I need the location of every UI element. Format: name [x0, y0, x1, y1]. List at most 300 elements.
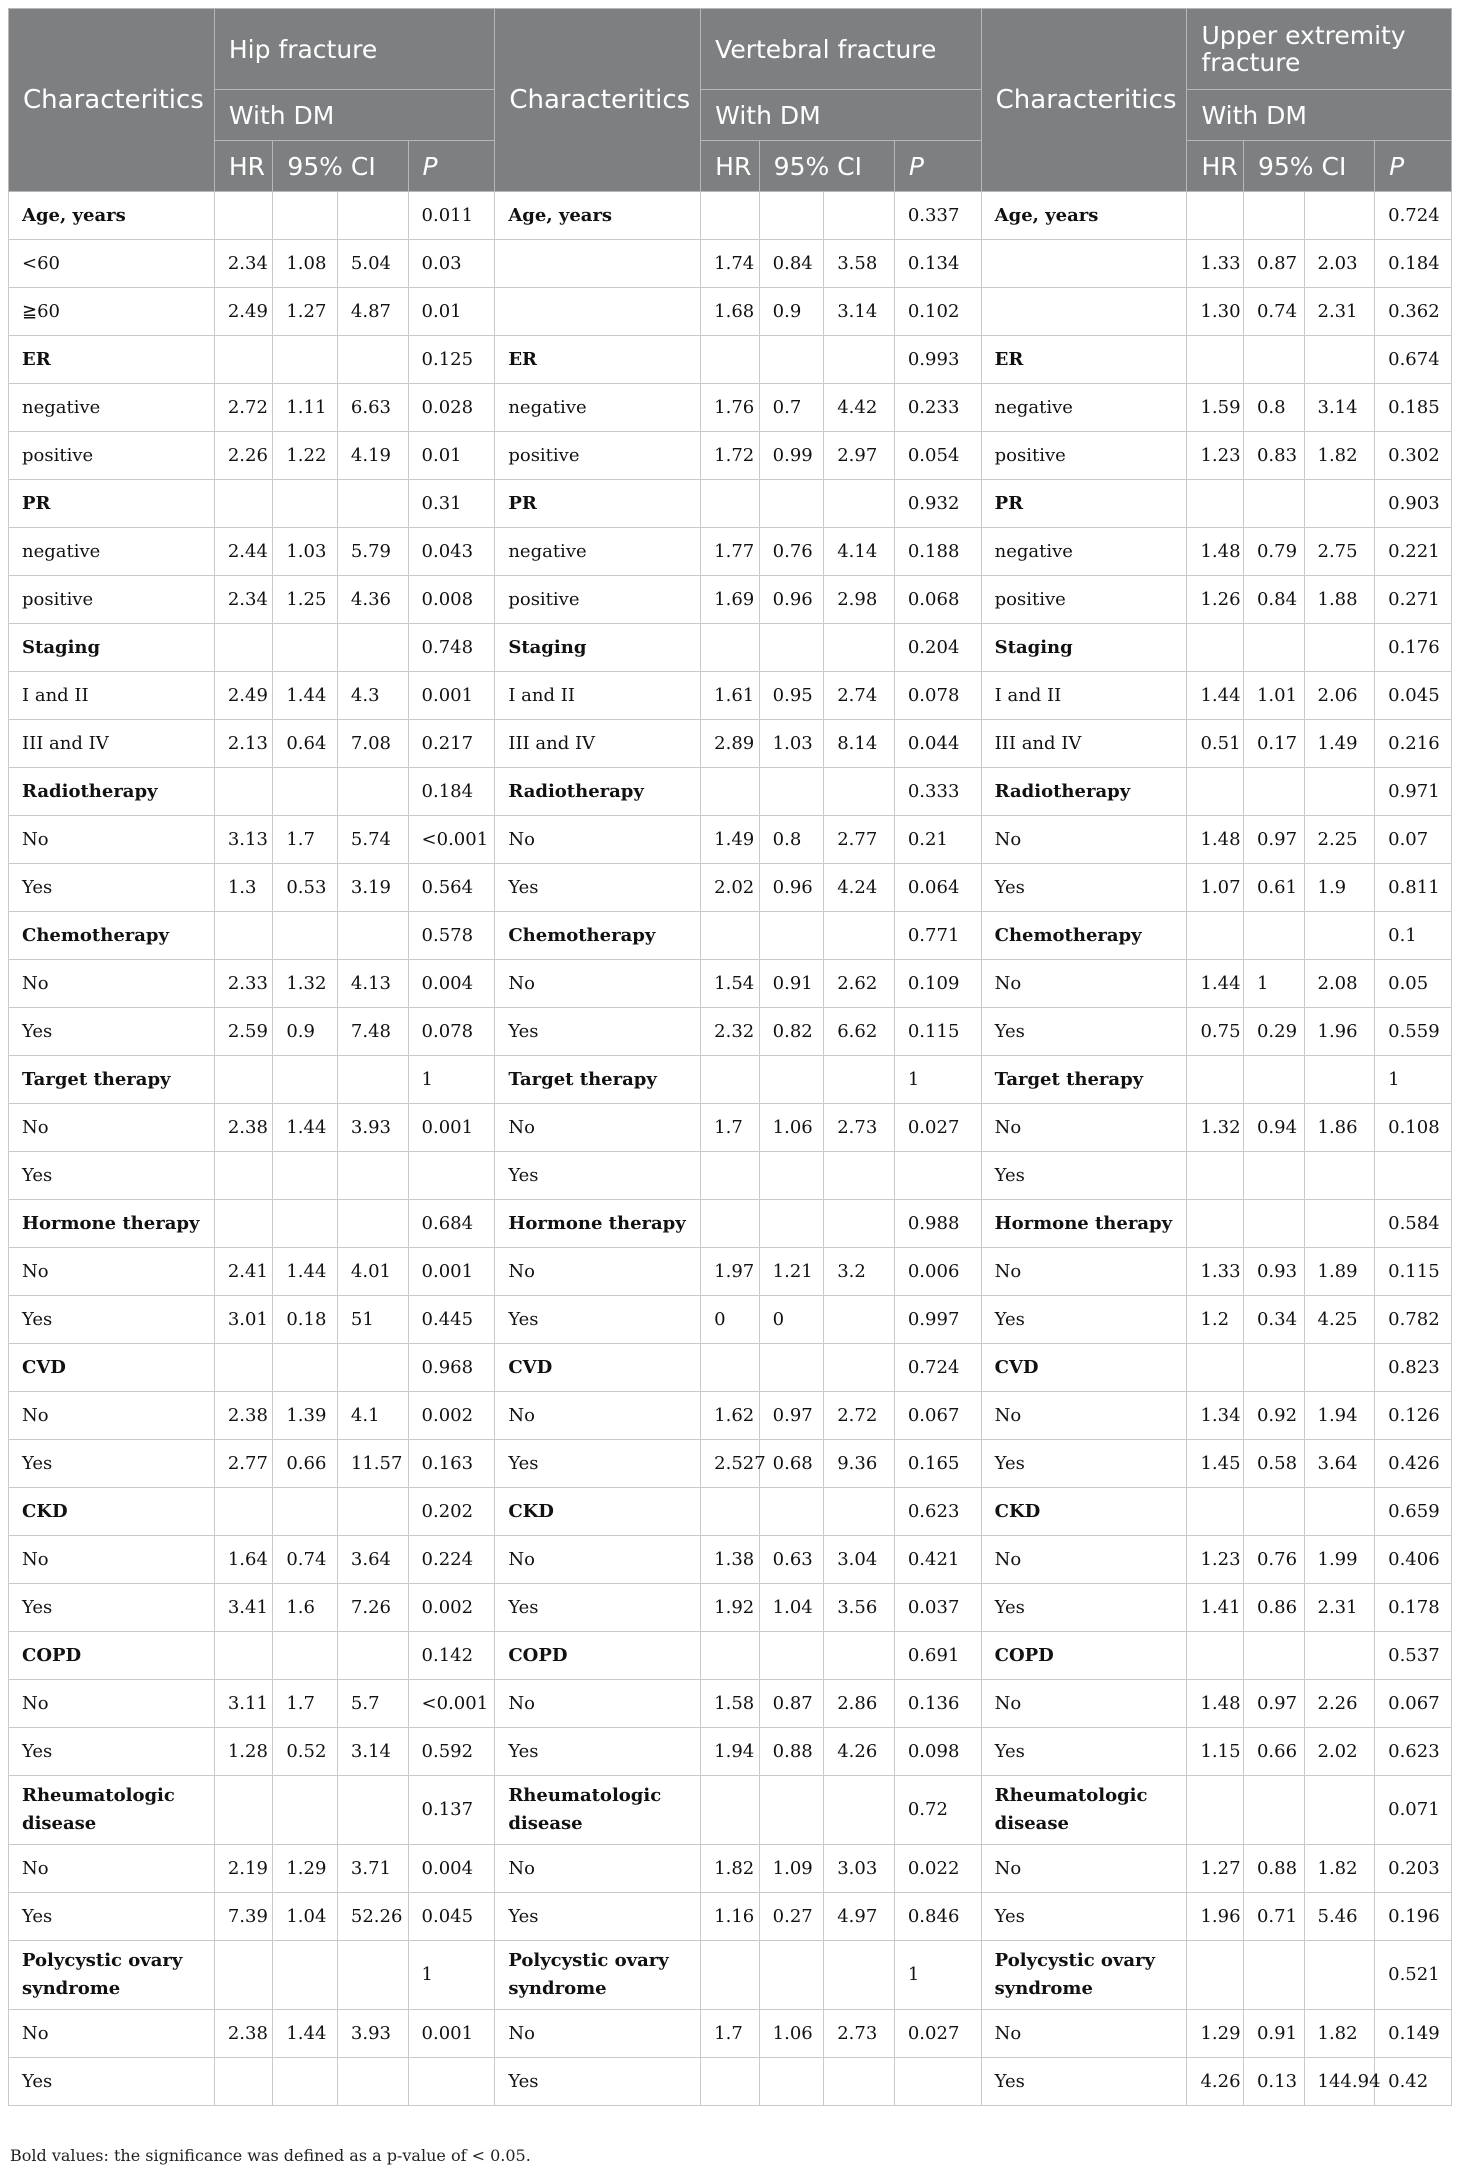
- ci-lower-cell: [759, 1200, 824, 1248]
- hr-cell: 1.23: [1187, 1536, 1244, 1584]
- hr-cell: [701, 1488, 760, 1536]
- p-value-cell: 0.21: [894, 816, 981, 864]
- ci-lower-cell: 1.04: [273, 1893, 338, 1941]
- p-value-cell: 0.337: [894, 192, 981, 240]
- p-value-cell: 0.204: [894, 624, 981, 672]
- ci-lower-cell: 1.32: [273, 960, 338, 1008]
- ci-upper-cell: [337, 1488, 408, 1536]
- subgroup-label: <60: [9, 240, 215, 288]
- p-value-cell: 0.004: [408, 1845, 495, 1893]
- ci-upper-cell: 3.56: [824, 1584, 895, 1632]
- ci-upper-cell: 2.75: [1304, 528, 1375, 576]
- table-header: [9, 9, 1452, 192]
- ci-upper-cell: 3.14: [824, 288, 895, 336]
- subgroup-label: Yes: [9, 1893, 215, 1941]
- characteristic-label: Radiotherapy: [9, 768, 215, 816]
- p-value-cell: 0.72: [894, 1776, 981, 1845]
- ci-lower-cell: [759, 1776, 824, 1845]
- characteristic-label: Age, years: [495, 192, 701, 240]
- hr-cell: 2.77: [214, 1440, 273, 1488]
- p-value-cell: 0.136: [894, 1680, 981, 1728]
- subgroup-label: negative: [9, 384, 215, 432]
- p-value-cell: 0.31: [408, 480, 495, 528]
- ci-lower-cell: 0.53: [273, 864, 338, 912]
- ci-lower-cell: [273, 1488, 338, 1536]
- ci-lower-cell: 0.9: [273, 1008, 338, 1056]
- subgroup-label: negative: [981, 528, 1187, 576]
- p-value-cell: 0.623: [894, 1488, 981, 1536]
- hr-cell: 1.68: [701, 288, 760, 336]
- hr-cell: 0: [701, 1296, 760, 1344]
- hr-cell: 1.15: [1187, 1728, 1244, 1776]
- subgroup-label: positive: [495, 432, 701, 480]
- ci-upper-cell: [824, 912, 895, 960]
- subgroup-label: Yes: [495, 1152, 701, 1200]
- ci-upper-cell: 1.96: [1304, 1008, 1375, 1056]
- characteristic-label: CKD: [9, 1488, 215, 1536]
- ci-upper-cell: [1304, 1941, 1375, 2010]
- p-value-cell: 0.184: [1375, 240, 1452, 288]
- ci-lower-cell: 0.74: [1243, 288, 1304, 336]
- p-value-cell: 0.126: [1375, 1392, 1452, 1440]
- hr-cell: [701, 1056, 760, 1104]
- ci-header: 95% CI: [1243, 141, 1374, 192]
- characteristic-label: Hormone therapy: [495, 1200, 701, 1248]
- hr-cell: 1.2: [1187, 1296, 1244, 1344]
- ci-lower-cell: 0.84: [1243, 576, 1304, 624]
- ci-upper-cell: [337, 1200, 408, 1248]
- ci-lower-cell: 1.25: [273, 576, 338, 624]
- hr-cell: 1.48: [1187, 1680, 1244, 1728]
- category-row: [9, 1632, 1452, 1680]
- p-value-cell: 0.782: [1375, 1296, 1452, 1344]
- subgroup-label: Yes: [981, 1728, 1187, 1776]
- subgroup-label: No: [981, 960, 1187, 1008]
- ci-upper-cell: 5.04: [337, 240, 408, 288]
- hr-cell: [701, 912, 760, 960]
- p-value-cell: 0.997: [894, 1296, 981, 1344]
- hr-cell: 1.33: [1187, 1248, 1244, 1296]
- p-value-cell: 1: [894, 1941, 981, 2010]
- subgroup-label: negative: [9, 528, 215, 576]
- ci-upper-cell: 1.49: [1304, 720, 1375, 768]
- ci-lower-cell: [273, 1056, 338, 1104]
- p-value-cell: 0.165: [894, 1440, 981, 1488]
- ci-upper-cell: 7.26: [337, 1584, 408, 1632]
- characteristic-label: Radiotherapy: [495, 768, 701, 816]
- ci-upper-cell: 9.36: [824, 1440, 895, 1488]
- p-value-cell: 0.115: [894, 1008, 981, 1056]
- ci-upper-cell: 4.14: [824, 528, 895, 576]
- hr-cell: 2.33: [214, 960, 273, 1008]
- p-value-cell: 0.028: [408, 384, 495, 432]
- hr-cell: [1187, 1488, 1244, 1536]
- subgroup-hazard-ratio-table: [8, 8, 1452, 2106]
- subgroup-label: No: [981, 816, 1187, 864]
- p-value-cell: 0.724: [894, 1344, 981, 1392]
- ci-lower-cell: 1.06: [759, 1104, 824, 1152]
- category-row: [9, 192, 1452, 240]
- ci-upper-cell: 5.46: [1304, 1893, 1375, 1941]
- hr-cell: 1.92: [701, 1584, 760, 1632]
- p-value-cell: 0.102: [894, 288, 981, 336]
- characteristics-header: Characteritics: [495, 9, 701, 192]
- with-dm-header: With DM: [701, 90, 981, 141]
- hr-cell: [214, 1776, 273, 1845]
- p-value-cell: 0.01: [408, 288, 495, 336]
- ci-lower-cell: 0.87: [1243, 240, 1304, 288]
- hr-cell: [701, 1632, 760, 1680]
- ci-upper-cell: [1304, 1488, 1375, 1536]
- ci-lower-cell: [759, 768, 824, 816]
- ci-lower-cell: [273, 1776, 338, 1845]
- ci-lower-cell: 0.97: [1243, 816, 1304, 864]
- ci-lower-cell: 0: [759, 1296, 824, 1344]
- characteristic-label: PR: [9, 480, 215, 528]
- ci-upper-cell: 1.82: [1304, 1845, 1375, 1893]
- subgroup-label: [981, 288, 1187, 336]
- p-value-cell: 0.054: [894, 432, 981, 480]
- ci-lower-cell: 0.84: [759, 240, 824, 288]
- characteristic-label: Target therapy: [495, 1056, 701, 1104]
- ci-upper-cell: 1.89: [1304, 1248, 1375, 1296]
- ci-upper-cell: 1.94: [1304, 1392, 1375, 1440]
- ci-upper-cell: [1304, 1152, 1375, 1200]
- hr-cell: 1.58: [701, 1680, 760, 1728]
- subgroup-label: I and II: [981, 672, 1187, 720]
- characteristic-label: Rheumatologic disease: [981, 1776, 1187, 1845]
- hr-cell: [701, 624, 760, 672]
- p-value-cell: 0.163: [408, 1440, 495, 1488]
- subgroup-row: [9, 1893, 1452, 1941]
- hr-cell: 1.3: [214, 864, 273, 912]
- ci-upper-cell: 4.19: [337, 432, 408, 480]
- hr-cell: 1.23: [1187, 432, 1244, 480]
- hr-cell: 3.01: [214, 1296, 273, 1344]
- ci-upper-cell: [824, 336, 895, 384]
- hr-cell: 2.26: [214, 432, 273, 480]
- p-value-cell: 0.903: [1375, 480, 1452, 528]
- ci-lower-cell: [273, 192, 338, 240]
- subgroup-label: positive: [495, 576, 701, 624]
- ci-upper-cell: 2.72: [824, 1392, 895, 1440]
- ci-upper-cell: 2.03: [1304, 240, 1375, 288]
- ci-upper-cell: 4.26: [824, 1728, 895, 1776]
- subgroup-row: [9, 816, 1452, 864]
- characteristic-label: PR: [495, 480, 701, 528]
- characteristic-label: Rheumatologic disease: [9, 1776, 215, 1845]
- ci-lower-cell: [273, 1200, 338, 1248]
- p-value-cell: 0.108: [1375, 1104, 1452, 1152]
- ci-lower-cell: 0.92: [1243, 1392, 1304, 1440]
- ci-lower-cell: [1243, 336, 1304, 384]
- p-value-cell: 0.584: [1375, 1200, 1452, 1248]
- p-value-cell: 0.109: [894, 960, 981, 1008]
- subgroup-label: negative: [495, 528, 701, 576]
- hr-cell: 1.97: [701, 1248, 760, 1296]
- p-value-cell: 0.008: [408, 576, 495, 624]
- characteristic-label: CKD: [495, 1488, 701, 1536]
- p-value-cell: 0.001: [408, 1248, 495, 1296]
- ci-upper-cell: [824, 192, 895, 240]
- subgroup-row: [9, 288, 1452, 336]
- ci-upper-cell: 4.42: [824, 384, 895, 432]
- hr-cell: 1.32: [1187, 1104, 1244, 1152]
- ci-lower-cell: 0.86: [1243, 1584, 1304, 1632]
- p-value-cell: 0.684: [408, 1200, 495, 1248]
- ci-upper-cell: 11.57: [337, 1440, 408, 1488]
- p-value-cell: [1375, 1152, 1452, 1200]
- hr-cell: 2.34: [214, 240, 273, 288]
- ci-lower-cell: [759, 2058, 824, 2106]
- p-value-cell: 0.224: [408, 1536, 495, 1584]
- ci-upper-cell: 4.13: [337, 960, 408, 1008]
- ci-lower-cell: [273, 768, 338, 816]
- subgroup-label: positive: [9, 576, 215, 624]
- hr-cell: 1.64: [214, 1536, 273, 1584]
- hr-cell: 2.527: [701, 1440, 760, 1488]
- p-value-cell: 0.125: [408, 336, 495, 384]
- subgroup-row: [9, 1296, 1452, 1344]
- hr-cell: 2.02: [701, 864, 760, 912]
- subgroup-label: Yes: [495, 1584, 701, 1632]
- ci-lower-cell: 0.8: [759, 816, 824, 864]
- ci-lower-cell: 1.22: [273, 432, 338, 480]
- ci-lower-cell: 0.96: [759, 576, 824, 624]
- p-value-cell: 0.149: [1375, 2010, 1452, 2058]
- hr-cell: 1.54: [701, 960, 760, 1008]
- subgroup-row: [9, 1728, 1452, 1776]
- hr-cell: 1.28: [214, 1728, 273, 1776]
- ci-lower-cell: [273, 2058, 338, 2106]
- hr-cell: [1187, 912, 1244, 960]
- hr-cell: [1187, 1152, 1244, 1200]
- subgroup-label: Yes: [9, 2058, 215, 2106]
- hr-cell: 1.69: [701, 576, 760, 624]
- subgroup-label: Yes: [981, 1152, 1187, 1200]
- ci-lower-cell: [1243, 1776, 1304, 1845]
- ci-lower-cell: 0.87: [759, 1680, 824, 1728]
- ci-upper-cell: 4.36: [337, 576, 408, 624]
- p-value-cell: 0.42: [1375, 2058, 1452, 2106]
- characteristic-label: COPD: [495, 1632, 701, 1680]
- hip-fracture-header: Hip fracture: [214, 9, 495, 90]
- ci-lower-cell: [1243, 624, 1304, 672]
- p-value-cell: 0.022: [894, 1845, 981, 1893]
- ci-lower-cell: [1243, 1632, 1304, 1680]
- ci-upper-cell: 4.97: [824, 1893, 895, 1941]
- hr-cell: [214, 768, 273, 816]
- ci-lower-cell: 0.88: [1243, 1845, 1304, 1893]
- ci-upper-cell: [337, 1632, 408, 1680]
- p-value-cell: 0.176: [1375, 624, 1452, 672]
- hr-header: HR: [701, 141, 760, 192]
- ci-upper-cell: [1304, 336, 1375, 384]
- ci-upper-cell: 1.88: [1304, 576, 1375, 624]
- hr-cell: 1.45: [1187, 1440, 1244, 1488]
- subgroup-row: [9, 1392, 1452, 1440]
- ci-upper-cell: 2.86: [824, 1680, 895, 1728]
- ci-upper-cell: 2.62: [824, 960, 895, 1008]
- hr-cell: 3.11: [214, 1680, 273, 1728]
- characteristic-label: CVD: [495, 1344, 701, 1392]
- p-value-cell: 0.202: [408, 1488, 495, 1536]
- p-value-cell: 0.004: [408, 960, 495, 1008]
- ci-upper-cell: 51: [337, 1296, 408, 1344]
- ci-lower-cell: 0.17: [1243, 720, 1304, 768]
- hr-cell: [701, 192, 760, 240]
- subgroup-row: [9, 1008, 1452, 1056]
- subgroup-label: Yes: [495, 1296, 701, 1344]
- p-value-cell: 0.006: [894, 1248, 981, 1296]
- ci-upper-cell: [1304, 1056, 1375, 1104]
- p-value-cell: 0.623: [1375, 1728, 1452, 1776]
- p-value-cell: 0.748: [408, 624, 495, 672]
- hr-cell: 2.19: [214, 1845, 273, 1893]
- hr-cell: 1.34: [1187, 1392, 1244, 1440]
- ci-upper-cell: 3.64: [1304, 1440, 1375, 1488]
- ci-lower-cell: 0.52: [273, 1728, 338, 1776]
- p-value-cell: 0.001: [408, 672, 495, 720]
- hr-cell: 2.89: [701, 720, 760, 768]
- p-value-cell: 0.537: [1375, 1632, 1452, 1680]
- ci-upper-cell: 5.74: [337, 816, 408, 864]
- ci-lower-cell: 0.93: [1243, 1248, 1304, 1296]
- p-value-cell: 0.1: [1375, 912, 1452, 960]
- ci-lower-cell: [1243, 1344, 1304, 1392]
- subgroup-label: No: [9, 1104, 215, 1152]
- ci-lower-cell: [759, 480, 824, 528]
- ci-upper-cell: [824, 1152, 895, 1200]
- ci-lower-cell: [273, 624, 338, 672]
- ci-lower-cell: 1.7: [273, 1680, 338, 1728]
- category-row: [9, 1344, 1452, 1392]
- subgroup-label: No: [981, 1845, 1187, 1893]
- characteristic-label: COPD: [9, 1632, 215, 1680]
- hr-cell: 1.49: [701, 816, 760, 864]
- ci-upper-cell: 4.3: [337, 672, 408, 720]
- ci-lower-cell: 1.03: [273, 528, 338, 576]
- hr-cell: [1187, 1056, 1244, 1104]
- ci-lower-cell: 0.94: [1243, 1104, 1304, 1152]
- ci-upper-cell: [337, 1941, 408, 2010]
- subgroup-label: No: [9, 1248, 215, 1296]
- ci-upper-cell: [1304, 192, 1375, 240]
- p-value-cell: 0.564: [408, 864, 495, 912]
- ci-upper-cell: [1304, 912, 1375, 960]
- subgroup-label: No: [981, 1392, 1187, 1440]
- ci-upper-cell: 1.86: [1304, 1104, 1375, 1152]
- subgroup-label: I and II: [9, 672, 215, 720]
- subgroup-label: No: [495, 1392, 701, 1440]
- ci-lower-cell: 1: [1243, 960, 1304, 1008]
- ci-lower-cell: 1.06: [759, 2010, 824, 2058]
- subgroup-label: No: [981, 1248, 1187, 1296]
- ci-lower-cell: 0.9: [759, 288, 824, 336]
- p-value-cell: 0.115: [1375, 1248, 1452, 1296]
- ci-upper-cell: [1304, 768, 1375, 816]
- hr-cell: [214, 1632, 273, 1680]
- subgroup-label: No: [981, 2010, 1187, 2058]
- hr-cell: [214, 192, 273, 240]
- subgroup-label: [495, 240, 701, 288]
- p-value-cell: 0.027: [894, 2010, 981, 2058]
- p-value-cell: 0.071: [1375, 1776, 1452, 1845]
- ci-lower-cell: 0.79: [1243, 528, 1304, 576]
- p-value-cell: 0.196: [1375, 1893, 1452, 1941]
- footnote: Bold values: the significance was defined as a p-value of < 0.05.: [10, 2146, 531, 2165]
- ci-upper-cell: 2.25: [1304, 816, 1375, 864]
- hr-cell: [701, 1941, 760, 2010]
- hr-cell: 2.13: [214, 720, 273, 768]
- ci-upper-cell: [1304, 1776, 1375, 1845]
- hr-cell: 2.49: [214, 288, 273, 336]
- subgroup-label: No: [495, 2010, 701, 2058]
- ci-lower-cell: [759, 1152, 824, 1200]
- p-value-cell: 0.142: [408, 1632, 495, 1680]
- subgroup-row: [9, 1152, 1452, 1200]
- ci-upper-cell: [337, 624, 408, 672]
- ci-lower-cell: 1.44: [273, 1104, 338, 1152]
- characteristic-label: Rheumatologic disease: [495, 1776, 701, 1845]
- ci-lower-cell: [273, 1632, 338, 1680]
- ci-upper-cell: 6.62: [824, 1008, 895, 1056]
- category-row: [9, 624, 1452, 672]
- hr-cell: [214, 912, 273, 960]
- ci-upper-cell: 2.08: [1304, 960, 1375, 1008]
- ci-lower-cell: 0.18: [273, 1296, 338, 1344]
- p-value-cell: [894, 1152, 981, 1200]
- ci-upper-cell: 144.94: [1304, 2058, 1375, 2106]
- characteristic-label: Polycystic ovary syndrome: [981, 1941, 1187, 2010]
- hr-cell: 1.38: [701, 1536, 760, 1584]
- p-value-cell: 0.674: [1375, 336, 1452, 384]
- ci-upper-cell: 2.26: [1304, 1680, 1375, 1728]
- characteristic-label: Polycystic ovary syndrome: [495, 1941, 701, 2010]
- ci-upper-cell: 3.64: [337, 1536, 408, 1584]
- subgroup-row: [9, 1248, 1452, 1296]
- ci-upper-cell: 3.14: [337, 1728, 408, 1776]
- ci-lower-cell: 1.03: [759, 720, 824, 768]
- p-value-cell: 0.302: [1375, 432, 1452, 480]
- subgroup-label: III and IV: [981, 720, 1187, 768]
- p-value-cell: 0.811: [1375, 864, 1452, 912]
- p-value-cell: 0.011: [408, 192, 495, 240]
- ci-upper-cell: [824, 1776, 895, 1845]
- hr-cell: 1.29: [1187, 2010, 1244, 2058]
- hr-cell: [1187, 1776, 1244, 1845]
- category-row: [9, 912, 1452, 960]
- characteristic-label: Chemotherapy: [981, 912, 1187, 960]
- ci-lower-cell: 0.58: [1243, 1440, 1304, 1488]
- ci-lower-cell: 0.34: [1243, 1296, 1304, 1344]
- ci-lower-cell: 0.66: [273, 1440, 338, 1488]
- ci-upper-cell: 3.93: [337, 1104, 408, 1152]
- p-value-cell: 1: [1375, 1056, 1452, 1104]
- subgroup-label: No: [9, 2010, 215, 2058]
- subgroup-label: Yes: [495, 2058, 701, 2106]
- ci-lower-cell: 1.44: [273, 1248, 338, 1296]
- p-value-cell: 0.203: [1375, 1845, 1452, 1893]
- characteristic-label: PR: [981, 480, 1187, 528]
- ci-lower-cell: [1243, 768, 1304, 816]
- subgroup-label: positive: [9, 432, 215, 480]
- hr-cell: 2.32: [701, 1008, 760, 1056]
- ci-lower-cell: [1243, 1941, 1304, 2010]
- subgroup-label: Yes: [981, 1584, 1187, 1632]
- subgroup-label: No: [495, 1845, 701, 1893]
- p-value-cell: 0.178: [1375, 1584, 1452, 1632]
